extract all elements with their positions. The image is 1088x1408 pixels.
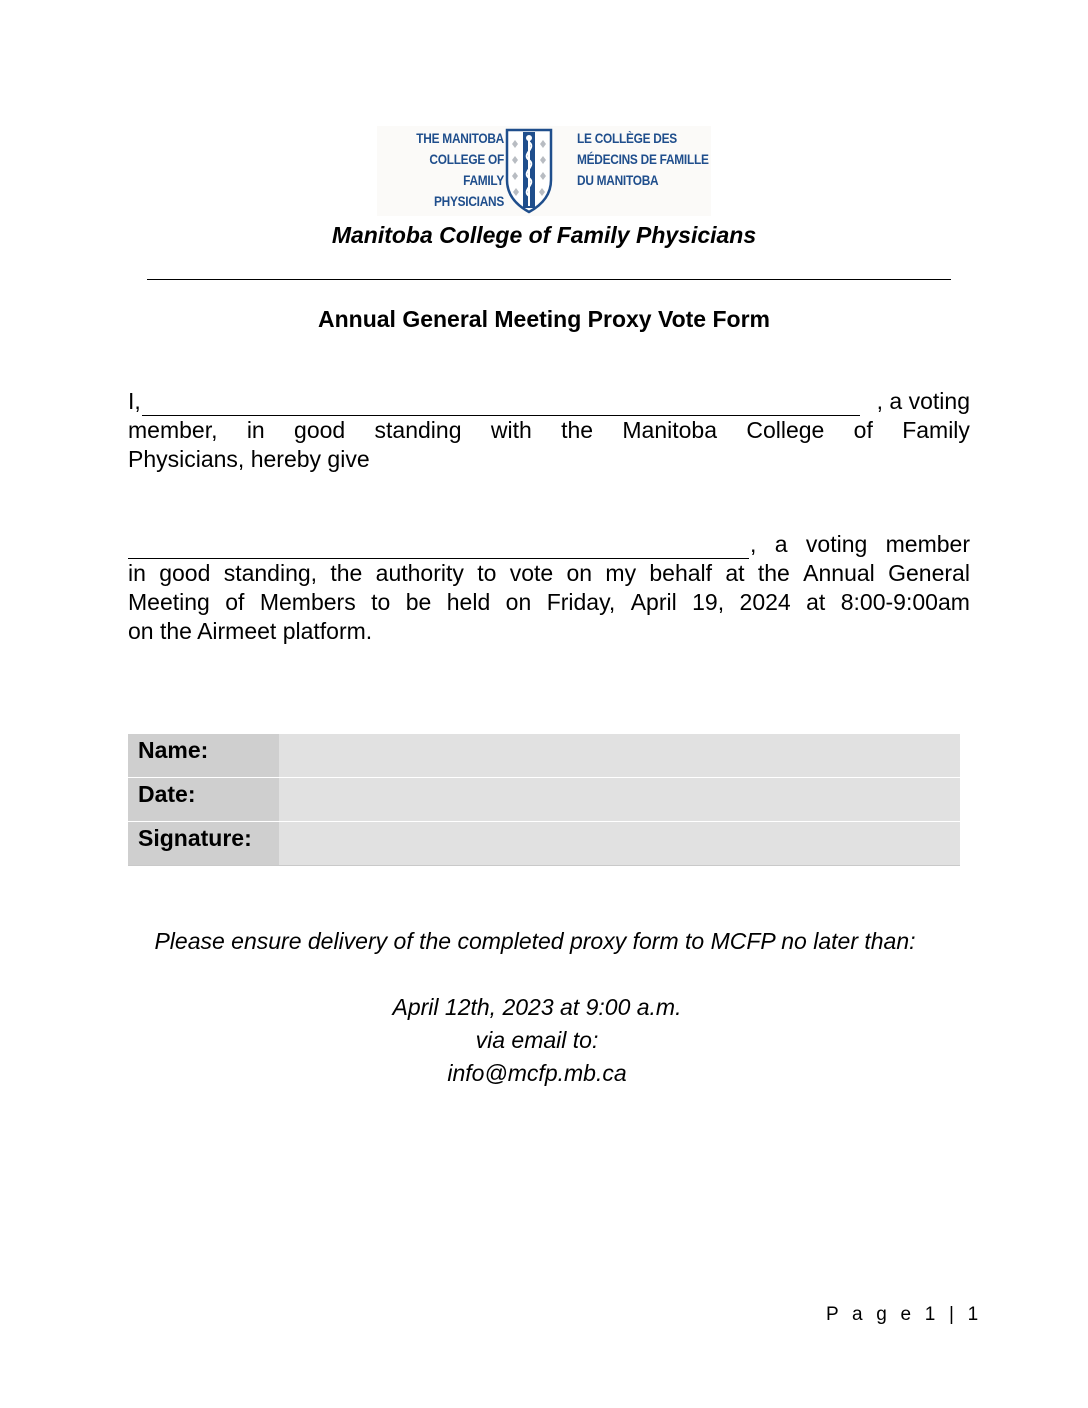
table-row [128, 778, 960, 822]
proxy-grantor-paragraph [128, 387, 970, 474]
paragraph-line: in good standing, the authority to vote on my behalf at the Annual General [128, 560, 970, 586]
name-field[interactable] [279, 734, 960, 778]
paragraph-line: Meeting of Members to be held on Friday, April 19, 2024 at 8:00-9:00am [128, 589, 970, 615]
paragraph-line: Physicians, hereby give [128, 446, 370, 472]
proxy-holder-paragraph [128, 530, 970, 646]
date-field[interactable] [279, 778, 960, 822]
logo-french-text: LE COLLÈGE DES MÉDECINS DE FAMILLE DU MANITOBA [577, 131, 709, 188]
voting-text: , a voting [876, 388, 970, 414]
page-number: P a g e 1 | 1 [826, 1304, 983, 1325]
form-title: Annual General Meeting Proxy Vote Form [318, 306, 770, 332]
name-label: Name: [128, 734, 279, 778]
signature-label: Signature: [128, 822, 279, 866]
pronoun-prefix: I, [128, 388, 141, 414]
logo-english-text: THE MANITOBA COLLEGE OF FAMILY PHYSICIANS [416, 131, 504, 209]
paragraph-line: on the Airmeet platform. [128, 618, 373, 644]
deadline-text: April 12th, 2023 at 9:00 a.m. [392, 994, 682, 1020]
paragraph-line: member, in good standing with the Manitoba College of Family [128, 417, 970, 443]
title-divider [147, 279, 951, 280]
grantor-name-blank[interactable] [142, 393, 860, 416]
signature-table [128, 734, 960, 866]
delivery-notice: Please ensure delivery of the completed proxy form to MCFP no later than: [154, 928, 916, 954]
via-email-text: via email to: [475, 1027, 599, 1053]
organization-title: Manitoba College of Family Physicians [331, 222, 757, 248]
college-logo [377, 126, 711, 216]
email-address: info@mcfp.mb.ca [447, 1060, 627, 1086]
date-label: Date: [128, 778, 279, 822]
table-row [128, 822, 960, 866]
shield-crest-icon [504, 128, 554, 214]
signature-field[interactable] [279, 822, 960, 866]
table-row [128, 734, 960, 778]
proxy-holder-name-blank[interactable] [128, 536, 749, 559]
paragraph-line: , a voting member [128, 530, 970, 559]
paragraph-line [128, 387, 970, 416]
